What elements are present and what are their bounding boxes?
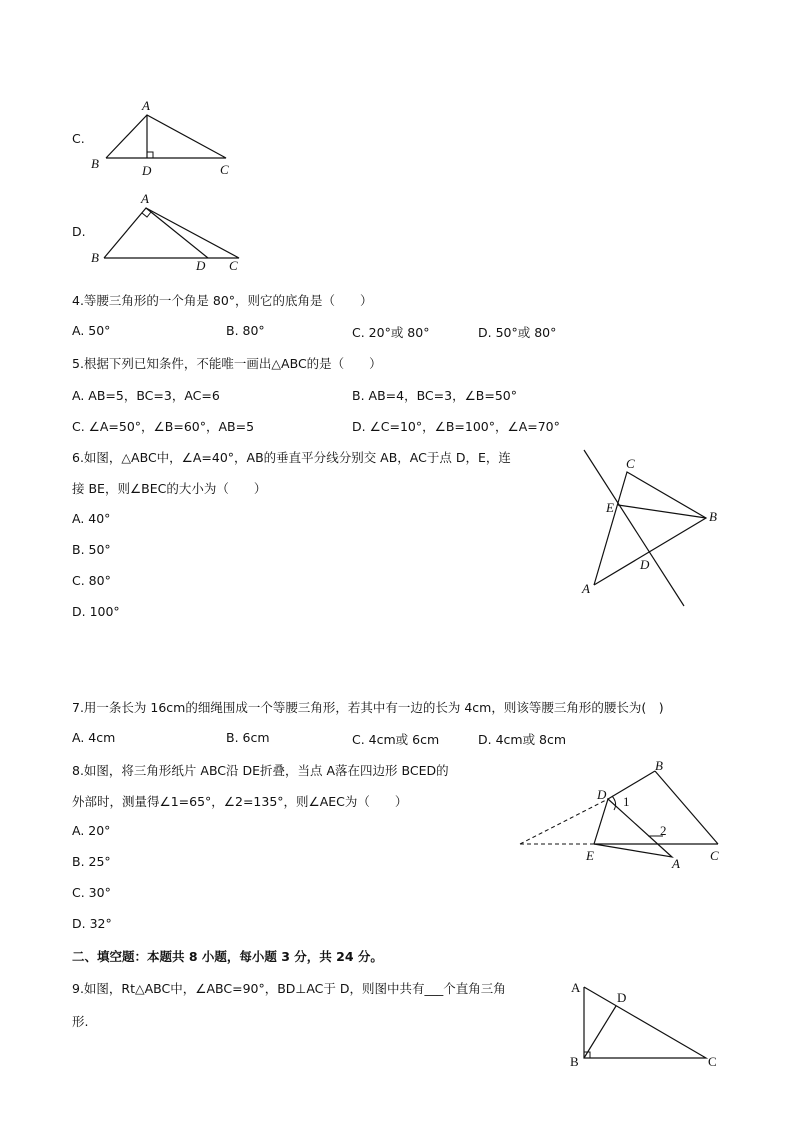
figd-point-b: B xyxy=(91,250,99,265)
fig6-point-a: A xyxy=(582,581,590,596)
figc-point-b: B xyxy=(91,156,99,171)
question-4-option-b[interactable]: B. 80° xyxy=(226,323,265,338)
question-7-option-a[interactable]: A. 4cm xyxy=(72,730,116,745)
fig9-point-c: C xyxy=(708,1054,717,1069)
question-5-option-b[interactable]: B. AB=4，BC=3，∠B=50° xyxy=(352,388,517,403)
figc-point-c: C xyxy=(220,162,229,177)
question-5-stem: 5.根据下列已知条件，不能唯一画出△ABC的是（ ） xyxy=(72,356,382,371)
question-8-option-c[interactable]: C. 30° xyxy=(72,885,111,900)
fig8-point-c: C xyxy=(710,848,719,863)
question-9-line-1: 9.如图，Rt△ABC中，∠ABC=90°，BD⊥AC于 D，则图中共有___个直角三角 xyxy=(72,981,506,996)
fig8-angle-1: 1 xyxy=(623,794,630,809)
question-4-option-d[interactable]: D. 50°或 80° xyxy=(478,325,557,340)
figc-point-a: A xyxy=(142,98,150,113)
fig8-point-b: B xyxy=(655,758,663,773)
figd-point-c: C xyxy=(229,258,238,273)
question-7-option-d[interactable]: D. 4cm或 8cm xyxy=(478,732,567,747)
fig6-point-c: C xyxy=(626,456,635,471)
fig9-point-d: D xyxy=(617,990,627,1005)
option-c-label: C. xyxy=(72,131,85,146)
section-2-title: 二、填空题：本题共 8 小题，每小题 3 分，共 24 分。 xyxy=(72,949,383,964)
question-5-option-d[interactable]: D. ∠C=10°，∠B=100°，∠A=70° xyxy=(352,419,560,434)
question-8-option-b[interactable]: B. 25° xyxy=(72,854,111,869)
fig9-point-a: A xyxy=(571,980,581,995)
fig8-point-e: E xyxy=(586,848,594,863)
fig6-point-d: D xyxy=(640,557,650,572)
question-4-option-a[interactable]: A. 50° xyxy=(72,323,111,338)
question-8-option-d[interactable]: D. 32° xyxy=(72,916,112,931)
question-8-line-1: 8.如图，将三角形纸片 ABC沿 DE折叠，当点 A落在四边形 BCED的 xyxy=(72,763,449,778)
question-5-option-c[interactable]: C. ∠A=50°，∠B=60°，AB=5 xyxy=(72,419,255,434)
question-5-option-a[interactable]: A. AB=5，BC=3，AC=6 xyxy=(72,388,220,403)
question-4-stem: 4.等腰三角形的一个角是 80°，则它的底角是（ ） xyxy=(72,293,373,308)
figc-point-d: D xyxy=(142,163,152,178)
fig8-point-d: D xyxy=(597,787,607,802)
question-6-line-1: 6.如图，△ABC中，∠A=40°，AB的垂直平分线分别交 AB，AC于点 D，E，连 xyxy=(72,450,511,465)
question-6-option-c[interactable]: C. 80° xyxy=(72,573,111,588)
question-7-stem: 7.用一条长为 16cm的细绳围成一个等腰三角形，若其中有一边的长为 4cm，则该等腰三角形的腰长为( ) xyxy=(72,700,664,715)
question-6-option-d[interactable]: D. 100° xyxy=(72,604,120,619)
question-7-option-c[interactable]: C. 4cm或 6cm xyxy=(352,732,440,747)
fig6-point-e: E xyxy=(606,500,614,515)
question-6-option-a[interactable]: A. 40° xyxy=(72,511,111,526)
question-7-option-b[interactable]: B. 6cm xyxy=(226,730,270,745)
figd-point-a: A xyxy=(141,191,149,206)
fig8-angle-2: 2 xyxy=(660,823,667,838)
question-8-option-a[interactable]: A. 20° xyxy=(72,823,111,838)
question-8-line-2: 外部时，测量得∠1=65°，∠2=135°，则∠AEC为（ ） xyxy=(72,794,408,809)
question-6-option-b[interactable]: B. 50° xyxy=(72,542,111,557)
fig8-point-a: A xyxy=(672,856,680,871)
option-d-label: D. xyxy=(72,224,86,239)
fig6-point-b: B xyxy=(709,509,717,524)
question-4-option-c[interactable]: C. 20°或 80° xyxy=(352,325,430,340)
figd-point-d: D xyxy=(196,258,206,273)
question-6-line-2: 接 BE，则∠BEC的大小为（ ） xyxy=(72,481,267,496)
question-9-line-2: 形. xyxy=(72,1014,89,1029)
fig9-point-b: B xyxy=(570,1054,579,1069)
